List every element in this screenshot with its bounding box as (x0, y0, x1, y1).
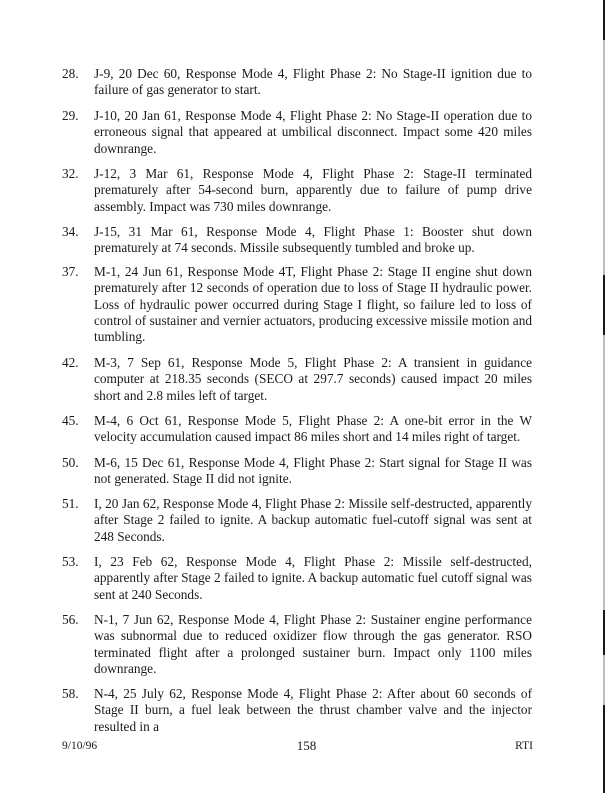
list-item (62, 612, 532, 677)
item-number: 58. (62, 686, 79, 701)
list-item (62, 108, 532, 157)
item-number: 53. (62, 554, 79, 569)
item-number: 29. (62, 108, 79, 123)
page-edge-line (603, 0, 605, 793)
item-number: 45. (62, 413, 79, 428)
item-text: M-4, 6 Oct 61, Response Mode 5, Flight Phase 2: A one-bit error in the W velocity accumulation caused impact 86 miles short and 14 miles right of target. (94, 413, 532, 445)
item-text: N-1, 7 Jun 62, Response Mode 4, Flight Phase 2: Sustainer engine performance was subnormal due to reduced oxidizer flow through the gas generator. RSO terminated flight after a prolonged sustainer burn. Impact only 1100 miles downrange. (94, 612, 532, 676)
list-item (62, 355, 532, 404)
page-edge-mark (603, 275, 605, 335)
item-text: J-15, 31 Mar 61, Response Mode 4, Flight Phase 1: Booster shut down prematurely at 74 seconds. Missile subsequently tumbled and broke up. (94, 224, 532, 256)
list-item (62, 554, 532, 603)
list-item (62, 455, 532, 488)
item-text: M-3, 7 Sep 61, Response Mode 5, Flight Phase 2: A transient in guidance computer at 218.35 seconds (SECO at 297.7 seconds) caused impact 20 miles short and 2.8 miles left of target. (94, 355, 532, 403)
list-item (62, 264, 532, 345)
page-edge-mark (603, 0, 605, 40)
item-number: 28. (62, 66, 79, 81)
list-item (62, 224, 532, 257)
item-text: I, 23 Feb 62, Response Mode 4, Flight Phase 2: Missile self-destructed, apparently after Stage 2 failed to ignite. A backup automatic fuel cutoff signal was sent at 240 Seconds. (94, 554, 532, 602)
page-number: 158 (296, 738, 317, 753)
item-text: I, 20 Jan 62, Response Mode 4, Flight Phase 2: Missile self-destructed, apparently after Stage 2 failed to ignite. A backup automatic fuel-cutoff signal was sent at 248 Seconds. (94, 496, 532, 544)
footer-date: 9/10/96 (62, 740, 98, 752)
item-text: N-4, 25 July 62, Response Mode 4, Flight Phase 2: After about 60 seconds of Stage II burn, a fuel leak between the thrust chamber valve and the injector resulted in a (94, 686, 532, 734)
list-item (62, 496, 532, 545)
item-number: 42. (62, 355, 79, 370)
item-text: J-10, 20 Jan 61, Response Mode 4, Flight Phase 2: No Stage-II operation due to erroneous signal that appeared at umbilical disconnect. Impact some 420 miles downrange. (94, 108, 532, 156)
item-number: 32. (62, 166, 79, 181)
item-number: 37. (62, 264, 79, 279)
item-text: J-9, 20 Dec 60, Response Mode 4, Flight Phase 2: No Stage-II ignition due to failure of gas generator to start. (94, 66, 532, 98)
list-item (62, 413, 532, 446)
item-number: 50. (62, 455, 79, 470)
item-number: 51. (62, 496, 79, 511)
footer-org: RTI (515, 740, 533, 752)
page-edge-mark (603, 610, 605, 655)
list-item (62, 66, 532, 99)
list-item (62, 686, 532, 735)
item-text: M-1, 24 Jun 61, Response Mode 4T, Flight Phase 2: Stage II engine shut down prematurely after 12 seconds of operation due to loss of Stage II hydraulic power. Loss of hydraulic power occurred during Stage I flight, so failure led to loss of control of sustainer and vernier actuators, producing excessive missile motion and tumbling. (94, 264, 532, 345)
list-item (62, 166, 532, 215)
item-number: 56. (62, 612, 79, 627)
item-text: J-12, 3 Mar 61, Response Mode 4, Flight Phase 2: Stage-II terminated prematurely after 54-second burn, apparently due to failure of pump drive assembly. Impact was 730 miles downrange. (94, 166, 532, 214)
item-text: M-6, 15 Dec 61, Response Mode 4, Flight Phase 2: Start signal for Stage II was not generated. Stage II did not ignite. (94, 455, 532, 487)
item-number: 34. (62, 224, 79, 239)
